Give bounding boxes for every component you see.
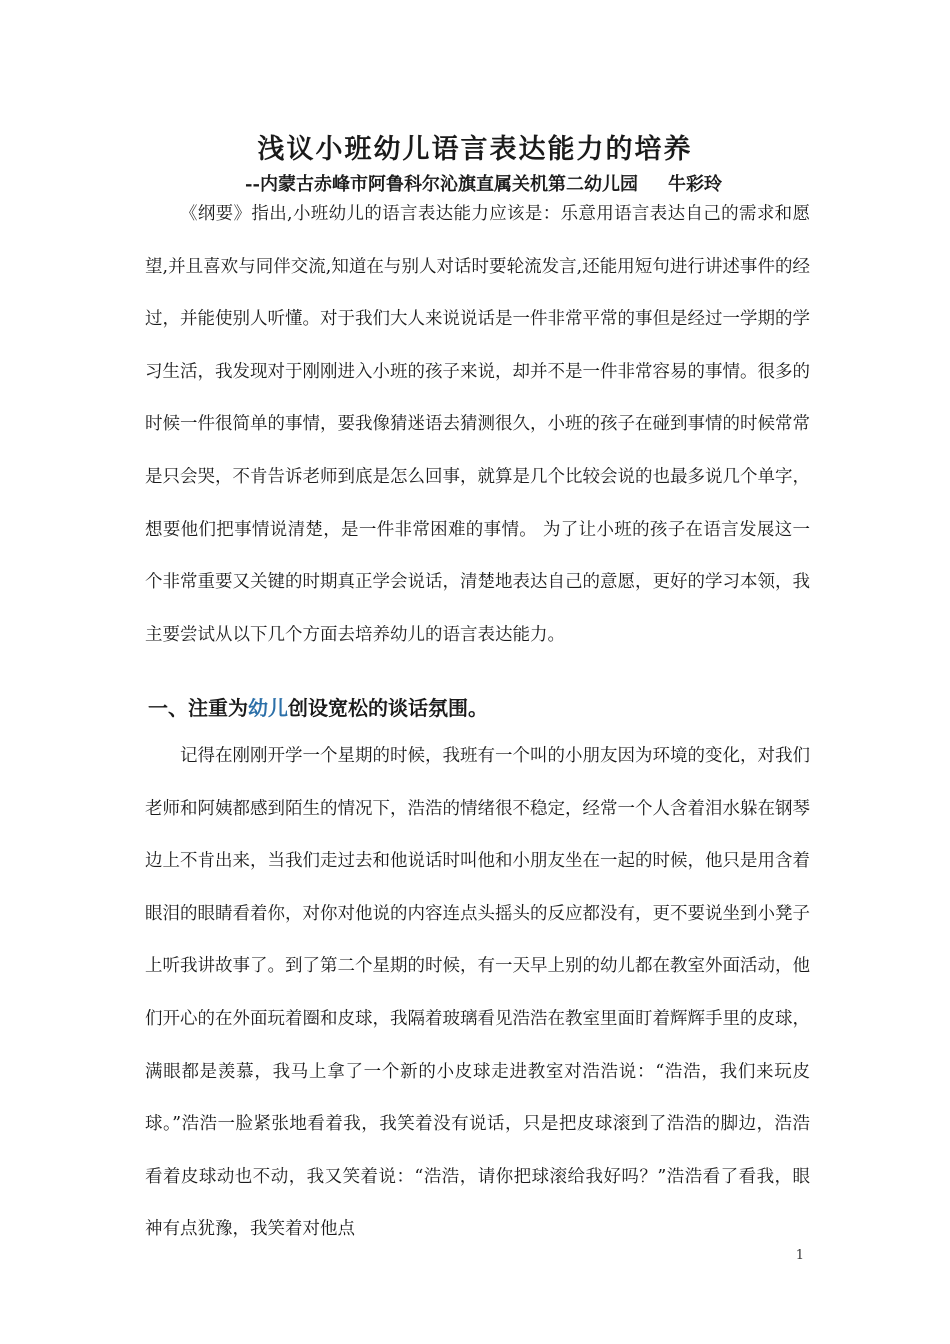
- subtitle-organization: --内蒙古赤峰市阿鲁科尔沁旗直属关机第二幼儿园: [245, 174, 638, 195]
- document-title: 浅议小班幼儿语言表达能力的培养: [257, 134, 693, 165]
- author-name: 牛彩玲: [667, 174, 722, 195]
- heading-highlight: 幼儿: [248, 696, 288, 720]
- page-number: 1: [795, 1248, 804, 1263]
- section-1-paragraph: 记得在刚刚开学一个星期的时候，我班有一个叫的小朋友因为环境的变化，对我们老师和阿姨都感到陌生的情况下，浩浩的情绪很不稳定，经常一个人含着泪水躲在钢琴边上不肯出来，当我们走过去和他说话时叫他和小朋友坐在一起的时候，他只是用含着眼泪的眼睛看着你，对你对他说的内容连点头摇头的反应都没有，更不要说坐到小凳子上听我讲故事了。到了第二个星期的时候，有一天早上别的幼儿都在教室外面活动，他们开心的在外面玩着圈和皮球，我隔着玻璃看见浩浩在教室里面盯着辉辉手里的皮球，满眼都是羡慕，我马上拿了一个新的小皮球走进教室对浩浩说：“浩浩，我们来玩皮球。”浩浩一脸紧张地看着我，我笑着没有说话，只是把皮球滚到了浩浩的脚边，浩浩看着皮球动也不动，我又笑着说：“浩浩，请你把球滚给我好吗？”浩浩看了看我，眼神有点犹豫，我笑着对他点: [145, 746, 810, 1240]
- heading-suffix: 创设宽松的谈话氛围。: [288, 696, 488, 720]
- section-heading-1: [148, 693, 488, 723]
- intro-paragraph: 《纲要》指出,小班幼儿的语言表达能力应该是：乐意用语言表达自己的需求和愿望,并且喜欢与同伴交流,知道在与别人对话时要轮流发言,还能用短句进行讲述事件的经过，并能使别人听懂。对于我们大人来说说话是一件非常平常的事但是经过一学期的学习生活，我发现对于刚刚进入小班的孩子来说，却并不是一件非常容易的事情。很多的时候一件很简单的事情，要我像猜迷语去猜测很久，小班的孩子在碰到事情的时候常常是只会哭，不肯告诉老师到底是怎么回事，就算是几个比较会说的也最多说几个单字，想要他们把事情说清楚，是一件非常困难的事情。 为了让小班的孩子在语言发展这一个非常重要又关键的时期真正学会说话，清楚地表达自己的意愿，更好的学习本领，我主要尝试从以下几个方面去培养幼儿的语言表达能力。: [145, 204, 810, 645]
- heading-prefix: 一、注重为: [148, 696, 248, 720]
